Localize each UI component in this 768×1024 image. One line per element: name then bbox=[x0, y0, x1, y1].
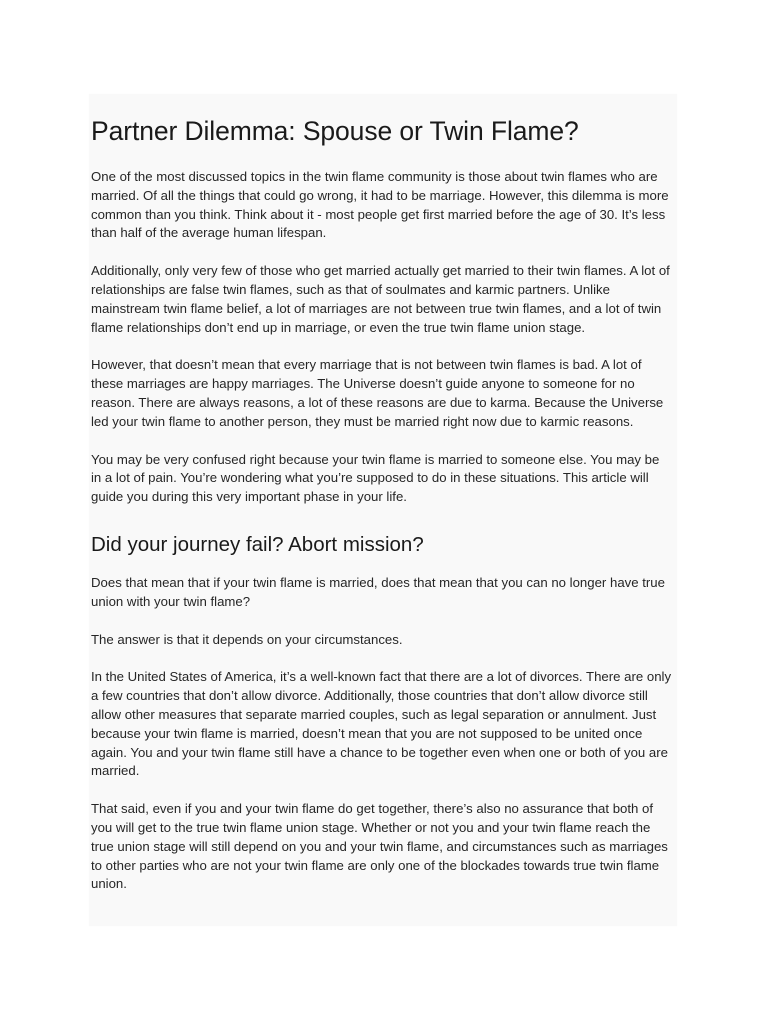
intro-paragraph-3: However, that doesn’t mean that every marriage that is not between twin flames is bad. A lot of these marriages are happy marriages. The Universe doesn’t guide anyone to someone for no reason. There are always reasons, a lot of these reasons are due to karma. Because the Universe led your twin flame to another person, they must be married right now due to karmic reasons. bbox=[91, 357, 664, 429]
intro-paragraph-4: You may be very confused right because your twin flame is married to someone else. You may be in a lot of pain. You’re wondering what you’re supposed to do in these situations. This article will guide you during this very important phase in your life. bbox=[91, 451, 660, 505]
section-paragraph-2: The answer is that it depends on your circumstances. bbox=[91, 631, 403, 647]
intro-paragraph-1: One of the most discussed topics in the twin flame community is those about twin flames who are married. Of all the things that could go wrong, it had to be marriage. However, this dilemma is more common than you think. Think about it - most people get first married before the age of 30. It’s less than half of the average human lifespan. bbox=[91, 169, 669, 241]
document-content bbox=[91, 115, 673, 913]
section-heading: Did your journey fail? Abort mission? bbox=[91, 532, 424, 556]
document-page bbox=[89, 94, 677, 926]
intro-paragraph-2: Additionally, only very few of those who get married actually get married to their twin flames. A lot of relationships are false twin flames, such as that of soulmates and karmic partners. Unlike mainstream twin flame belief, a lot of marriages are not between true twin flames, and a lot of twin flame relationships don’t end up in marriage, or even the true twin flame union stage. bbox=[91, 263, 670, 335]
document-title: Partner Dilemma: Spouse or Twin Flame? bbox=[91, 116, 579, 146]
section-heading-wrapper bbox=[91, 532, 673, 558]
section-paragraph-1: Does that mean that if your twin flame is married, does that mean that you can no longer have true union with your twin flame? bbox=[91, 574, 665, 609]
section-paragraph-4: That said, even if you and your twin flame do get together, there’s also no assurance that both of you will get to the true twin flame union stage. Whether or not you and your twin flame reach the true union stage will still depend on you and your twin flame, and circumstances such as marriages to other parties who are not your twin flame are only one of the blockades towards true twin flame union. bbox=[91, 801, 668, 892]
section-paragraph-3: In the United States of America, it’s a well-known fact that there are a lot of divorces. There are only a few countries that don’t allow divorce. Additionally, those countries that don’t allow divorce still allow other measures that separate married couples, such as legal separation or annulment. Just because your twin flame is married, doesn’t mean that you are not supposed to be united once again. You and your twin flame still have a chance to be together even when one or both of you are married. bbox=[91, 669, 672, 779]
